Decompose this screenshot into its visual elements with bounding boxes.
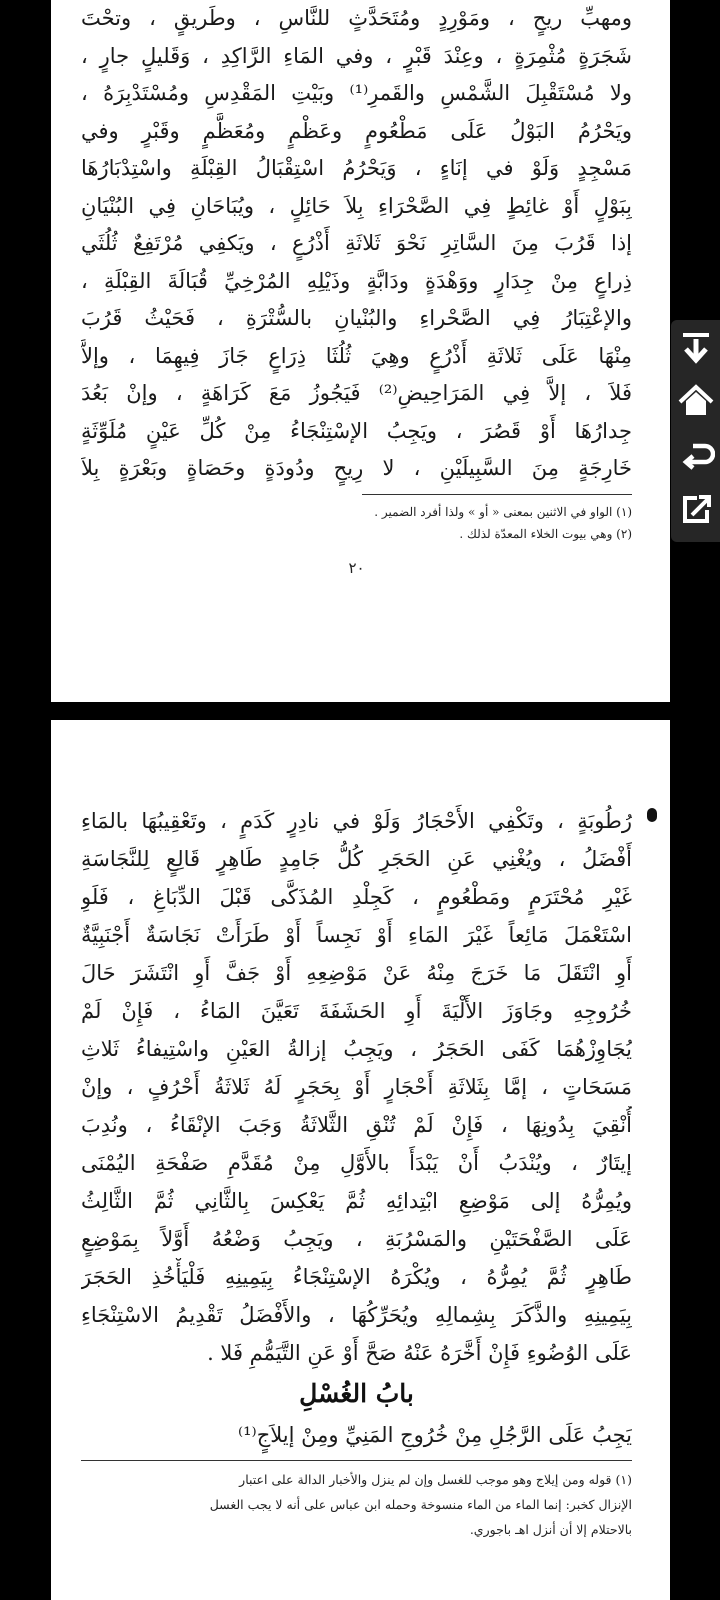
text-line: خُرُوجِهِ وجَاوَزَ الأَلْيَةَ أَوِ الحَشَفَةَ تَعَيَّنَ المَاءُ ، فَإِنْ لَمْ [81, 999, 632, 1023]
text-line: إيتَارٌ ، ويُنْدَبُ أَنْ يَبْدَأَ بالأَوَّلِ مِنْ مُقَدَّمِ صَفْحَةِ اليُمْنَى [81, 1151, 632, 1175]
text-line: مَسَحَاتٍ ، إمَّا بِثَلاثَةِ أَحْجَارٍ أَوْ بِحَجَرٍ لَهُ ثَلاثَةُ أَحْرُفٍ ، وإنْ [81, 1075, 632, 1099]
text-line: رُطُوبَةٍ ، وتَكْفِي الأَحْجَارُ وَلَوْ في نادِرٍ كَدَمٍ ، وتَعْقِيبُهَا بالمَاءِ [81, 809, 632, 833]
text-line: أَوِ انْتَقَلَ مَا خَرَجَ مِنْهُ عَنْ مَوْضِعِهِ أَوْ جَفَّ أَوِ انْتَشَرَ حَالَ [81, 961, 632, 985]
book-page-20 [51, 0, 670, 702]
text-line: بِبَوْلٍ أَوْ غائِطٍ فِي الصَّحْرَاءِ بِلاَ حَائِلٍ ، ويُبَاحَانِ فِي البُنْيَانِ [81, 193, 632, 218]
undo-icon[interactable] [677, 436, 715, 474]
text-line: ويَحْرُمُ البَوْلُ عَلَى مَطْعُومٍ وعَظْمٍ ومُعَظَّمٍ وقَبْرٍ وفي [81, 118, 632, 143]
text-line: عَلَى الوُضُوءِ فَإِنْ أَخَّرَهُ عَنْهُ صَحَّ أَوْ عَنِ التَّيَمُّمِ فَلا . [207, 1341, 632, 1365]
text-line: ومهبِّ ريحٍ ، ومَوْرِدٍ ومُتَحَدَّثٍ للنَّاسِ ، وطَريقٍ ، وتحْتَ [81, 6, 632, 30]
text-line: خَارِجَةٍ مِنَ السَّبِيلَيْنِ ، لا رِيحٍ ودُودَةٍ وحَصَاةٍ وبَعْرَةٍ بِلاَ [81, 456, 632, 480]
page1-body [81, 0, 632, 488]
text-line: جِدارُهَا أَوْ قَصُرَ ، ويَجِبُ الإسْتِنْجَاءُ مِنْ كُلِّ عَيْنٍ مُلَوِّثَةٍ [81, 418, 632, 443]
text-line: والإعْتِبَارُ فِي الصَّحْراءِ والبُنْيانِ بالسُّتْرَةِ ، فَحَيْثُ قَرُبَ [81, 306, 632, 330]
text-line: غَيْرِ مُحْتَرَمٍ ومَطْعُومٍ ، كَجِلْدِ المُذَكَّى قَبْلَ الدِّبَاغِ ، فَلَوِ [81, 885, 632, 909]
text-line: أُنْقِيَ بِدُونِهَا ، فَإِنْ لَمْ تُنْقِ الثَّلاثَةُ وَجَبَ الإنْقَاءُ ، ونُدِبَ [81, 1113, 632, 1137]
home-icon[interactable] [677, 382, 715, 420]
footnote-divider [81, 1460, 632, 1461]
footnote: (١) الواو في الاثنين بمعنى « أو » ولذا أفرد الضمير . [374, 504, 632, 519]
footnote-divider [362, 494, 632, 495]
page2-body [81, 802, 632, 1372]
text-line: ولا مُسْتَقْبِلَ الشَّمْسِ والقَمرِ⁽¹⁾ وبَيْتِ المَقْدِسِ ومُسْتَدْبِرَهُ ، [81, 81, 632, 105]
chapter-first-line: يَجِبُ عَلَى الرَّجُلِ مِنْ خُرُوجِ المَنِيِّ ومِنْ إيلاَجٍ⁽¹⁾ [237, 1423, 632, 1447]
text-line: اسْتَعْمَلَ مَائِعاً غَيْرَ المَاءِ أَوْ نَجِساً أَوْ طَرَأَتْ نَجَاسَةٌ أَجْنَبِيَّةٌ [81, 923, 632, 947]
text-line: مِنْهَا عَلَى ثَلاثَةِ أَذْرُعٍ وهِيَ ثُلُثَا ذِرَاعٍ جَازَ فِيهِمَا ، وإلاَّ [81, 343, 632, 368]
text-line: طَاهِرٍ ثُمَّ يُمِرُّهُ ، ويُكْرَهُ الإسْتِنْجَاءُ بِيَمِينِهِ فَلْيَأْخُذِ الحَجَرَ [81, 1265, 632, 1289]
footnote: الإنزال كخبر: إنما الماء من الماء منسوخة وحمله ابن عباس على أنه لا يجب الغسل [209, 1497, 632, 1512]
text-line: بِيَمِينِهِ والذَّكَرَ بِشِمالِهِ ويُحَرِّكُهَا ، والأَفْضَلُ تَقْدِيمُ الاسْتِنْجَاءِ [81, 1303, 632, 1327]
text-line: ذِراعٍ مِنْ جِدَارٍ ووَهْدَةٍ ودَابَّةٍ وذَيْلِهِ المُرْخِيِّ قُبَالَةَ القِبْلَةِ ، [81, 268, 632, 293]
page-number: ٢٠ [348, 558, 365, 577]
footnote: (٢) وهي بيوت الخلاء المعدّة لذلك . [459, 526, 632, 541]
share-icon[interactable] [677, 490, 715, 528]
text-line: إذا قَرُبَ مِنَ السَّاتِرِ نَحْوَ ثَلاثَةِ أَذْرُعٍ ، ويَكفِي مُرْتَفِعٌ ثُلُثَي [81, 231, 632, 255]
chapter-title: بابُ الغُسْلِ [299, 1379, 414, 1408]
text-line: ويُمِرُّهُ إلى مَوْضِعِ ابْتِدائِهِ ثُمَّ يَعْكِسَ بِالثَّانِي ثُمَّ الثَّالِثُ [81, 1189, 632, 1213]
text-line: أَفْضَلُ ، ويُغْنِي عَنِ الحَجَرِ كُلُّ جَامِدٍ طَاهِرٍ قَالِعٍ لِلنَّجَاسَةِ [81, 847, 632, 871]
text-line: عَلَى الصَّفْحَتَيْنِ والمَسْرُبَةِ ، ويَجِبُ وَضْعُهُ أَوَّلاً بِمَوْضِعٍ [81, 1227, 632, 1251]
text-line: شَجَرَةٍ مُثْمِرَةٍ ، وعِنْدَ قَبْرٍ ، وفي المَاءِ الرَّاكِدِ ، وَقَليلٍ جارٍ ، [81, 43, 632, 68]
text-line: فَلاَ ، إلاَّ فِي المَرَاحِيضِ⁽²⁾ فَيَجُوزُ مَعَ كَرَاهَةٍ ، وإنْ بَعُدَ [81, 381, 632, 405]
download-icon[interactable] [677, 328, 715, 366]
footnote: بالاحتلام إلا أن أنزل اهـ باجوري. [469, 1522, 632, 1537]
text-line: يُجَاوِزْهُمَا كَفَى الحَجَرُ ، ويَجِبُ إزالةُ العَيْنِ واسْتِيفاءُ ثَلاثِ [81, 1037, 632, 1061]
side-toolbar [671, 320, 720, 542]
book-page-21 [51, 720, 670, 1600]
footnote: (١) قوله ومن إيلاج وهو موجب للغسل وإن لم ينزل والأخبار الدالة على اعتبار [239, 1472, 632, 1487]
scan-mark [647, 808, 657, 822]
text-line: مَسْجِدٍ وَلَوْ في إنَاءٍ ، وَيَحْرُمُ اسْتِقْبَالُ القِبْلَةِ واسْتِدْبَارُهَا [81, 156, 632, 180]
